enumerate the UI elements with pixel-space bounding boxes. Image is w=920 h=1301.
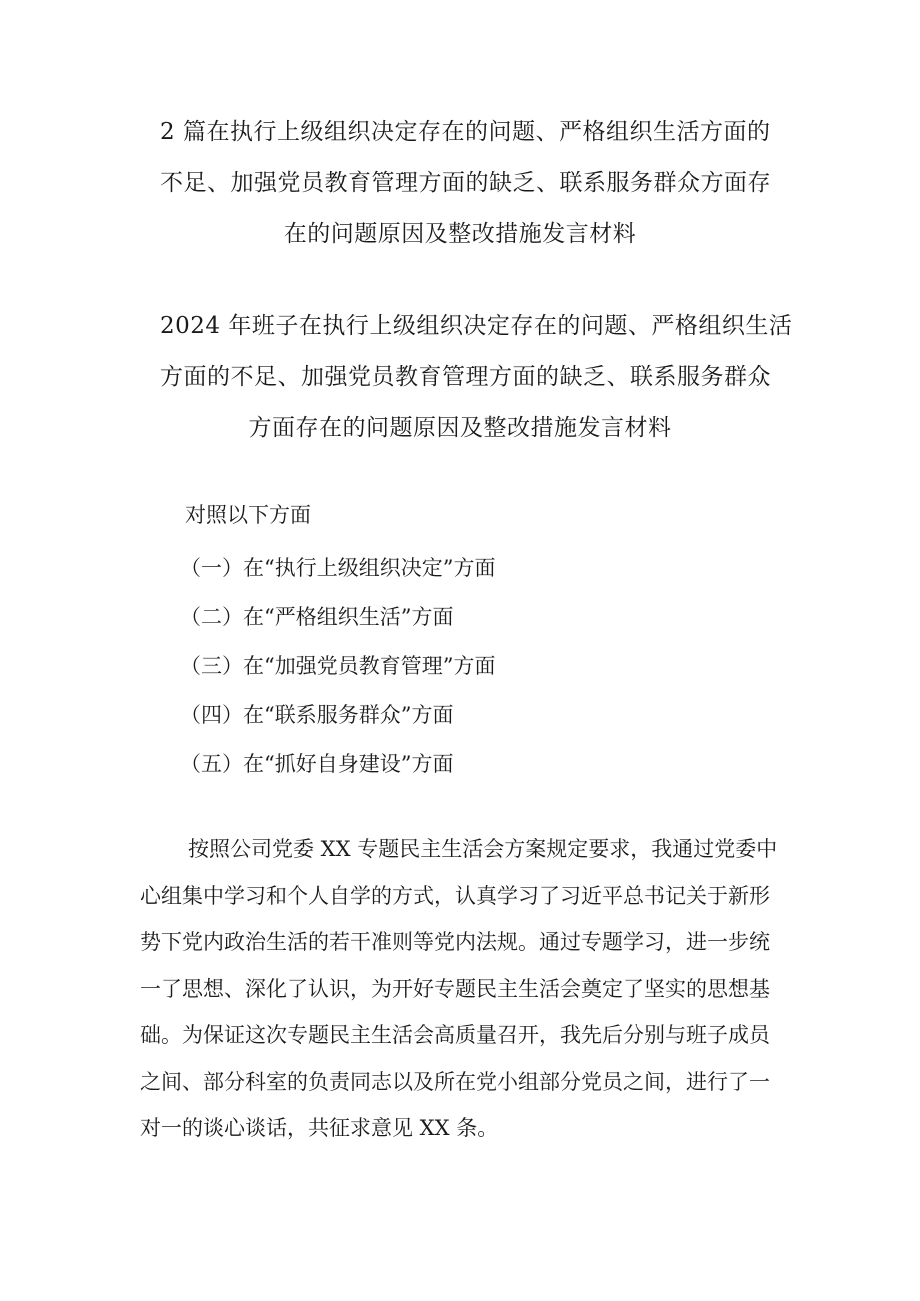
title-line: 不足、加强党员教育管理方面的缺乏、联系服务群众方面存 [160,170,771,196]
paragraph-line: 心组集中学习和个人自学的方式，认真学习了习近平总书记关于新形 [140,883,770,908]
aspect-item: （四）在“联系服务群众”方面 [180,703,454,727]
aspect-list [180,544,495,789]
aspect-item: （五）在“抓好自身建设”方面 [180,752,454,776]
subtitle-line: 2024 年班子在执行上级组织决定存在的问题、严格组织生活 [160,313,793,339]
body-paragraph [140,826,790,1152]
document-title [160,107,771,260]
subtitle-line: 方面的不足、加强党员教育管理方面的缺乏、联系服务群众 [160,364,771,390]
aspect-item: （二）在“严格组织生活”方面 [180,605,454,629]
subtitle-line: 方面存在的问题原因及整改措施发言材料 [248,415,672,441]
title-line: 2 篇在执行上级组织决定存在的问题、严格组织生活方面的 [160,119,771,145]
document-subtitle [160,301,793,454]
aspect-item: （三）在“加强党员教育管理”方面 [180,654,496,678]
paragraph-line: 一了思想、深化了认识，为开好专题民主生活会奠定了坚实的思想基 [140,976,770,1001]
aspect-item: （一）在“执行上级组织决定”方面 [180,556,496,580]
paragraph-line: 之间、部分科室的负责同志以及所在党小组部分党员之间，进行了一 [140,1069,770,1094]
paragraph-line: 对一的谈心谈话，共征求意见 XX 条。 [140,1116,499,1140]
paragraph-line: 础。为保证这次专题民主生活会高质量召开，我先后分别与班子成员 [140,1023,770,1047]
intro-text: 对照以下方面 [185,503,311,527]
paragraph-line: 势下党内政治生活的若干准则等党内法规。通过专题学习，进一步统 [140,930,770,954]
paragraph-line: 按照公司党委 XX 专题民主生活会方案规定要求，我通过党委中 [188,837,778,861]
title-line: 在的问题原因及整改措施发言材料 [283,221,637,247]
